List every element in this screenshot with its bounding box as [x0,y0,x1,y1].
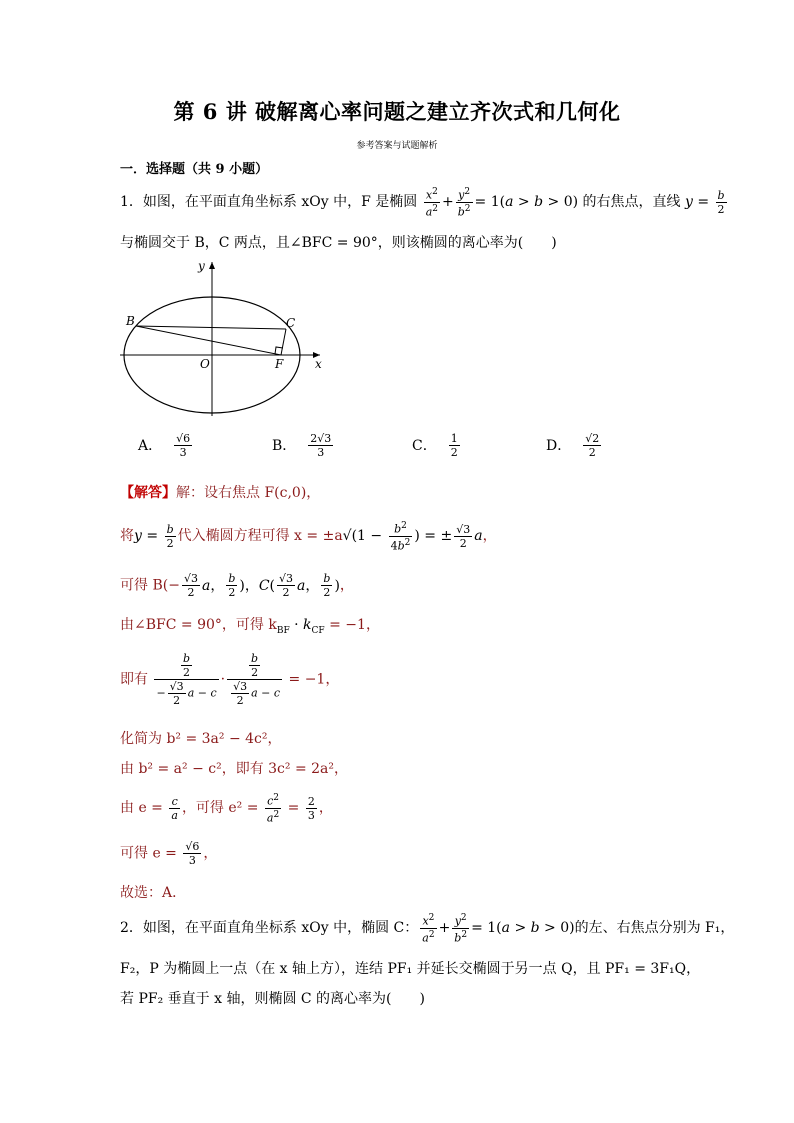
solution-answer: 故选：A． [120,885,187,901]
q1-line2: 与椭圆交于 B，C 两点，且∠BFC = 90°，则该椭圆的离心率为( ) [120,235,557,251]
option-c[interactable]: C． $\frac{1}{2}$ [412,432,458,459]
label-y: y [198,259,205,273]
solution-line-8: 由 e = $\frac{c}{a}$ ，可得 e² = $\frac{c^2}{a^2}$ = $\frac{2}{3}$ ， [120,793,333,825]
segment-bc [136,326,286,329]
segment-cf [281,329,286,355]
solution-line-4: 由∠BFC = 90°，可得 $k_{BF} \cdot k_{CF} = -1$， [120,617,380,636]
label-b: B [126,314,135,328]
page-subtitle: 参考答案与试题解析 [356,141,438,151]
section-heading: 一．选择题（共 9 小题） [120,162,269,177]
solution-line-9: 可得 e = $\frac{√6}{3}$ ， [120,840,218,867]
option-a[interactable]: A． $\frac{√6}{3}$ [138,432,191,459]
page-title: 第 6 讲 破解离心率问题之建立齐次式和几何化 [173,99,621,124]
label-x: x [315,357,322,371]
solution-line-2: 将y = $\frac{b}{2}$ 代入椭圆方程可得 x = ±a√(1 − $\frac{b^2}{4b^2}$ ) = ± $\frac{√3}{2}$ a， [120,521,497,553]
solution-line-3: 可得 B(− $\frac{√3}{2}$ a， $\frac{b}{2}$ )，C( $\frac{√3}{2}$ a， $\frac{b}{2}$ )， [120,572,354,599]
ellipse-figure [118,256,328,422]
label-o: O [200,357,210,371]
label-f: F [275,357,284,371]
q2-line2: F₂，P 为椭圆上一点（在 x 轴上方），连结 PF₁ 并延长交椭圆于另一点 Q，且 PF₁ = 3F₁Q， [120,961,701,977]
solution-line-6: 化简为 b² = 3a² − 4c²， [120,731,282,747]
option-b[interactable]: B． $\frac{2√3}{3}$ [272,432,332,459]
q2-line1: 2．如图，在平面直角坐标系 xOy 中，椭圆 C： $\frac{x^2}{a^2}$ + $\frac{y^2}{b^2}$ = 1(a > b > 0)的左、右焦点分别为 F₁， [120,913,735,945]
q1-line1: 1．如图，在平面直角坐标系 xOy 中，F 是椭圆 $\frac{x^2}{a^2}$ + $\frac{y^2}{b^2}$ = 1(a > b > 0) 的右焦点，直线 y = $\frac{b}{2}$ [120,187,725,219]
q2-line3: 若 PF₂ 垂直于 x 轴，则椭圆 C 的离心率为( ) [120,991,425,1007]
label-c: C [286,316,296,330]
solution-line-1: 【解答】解：设右焦点 F(c,0)， [120,485,321,501]
segment-bf [136,326,281,355]
solution-line-5: 即有 $\frac{b}{2}$ − $\frac{√3}{2}$ a − c · $\frac{b}{2}$ $\frac{√3}{2}$ a − c = −1， [120,652,340,707]
option-d[interactable]: D． $\frac{√2}{2}$ [546,432,600,459]
solution-line-7: 由 b² = a² − c²，即有 3c² = 2a²， [120,761,349,777]
